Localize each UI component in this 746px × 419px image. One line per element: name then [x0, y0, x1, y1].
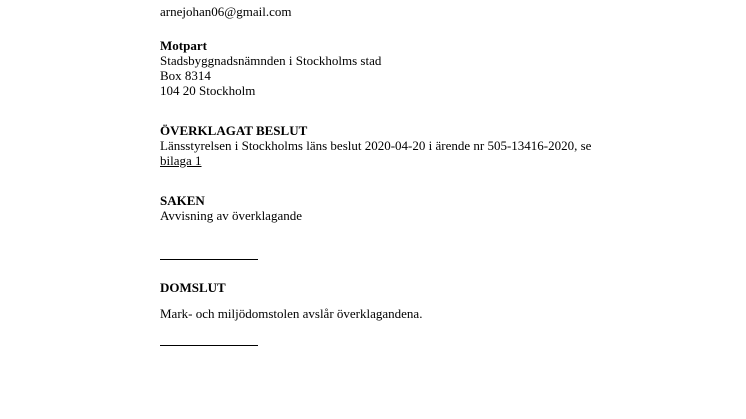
saken-heading: SAKEN [160, 193, 205, 208]
domslut-section [160, 280, 226, 295]
motpart-line-1: Stadsbyggnadsnämnden i Stockholms stad [160, 53, 382, 68]
motpart-section [160, 38, 381, 98]
divider-line [160, 259, 258, 260]
saken-section [160, 193, 302, 223]
saken-text: Avvisning av överklagande [160, 208, 302, 223]
motpart-heading: Motpart [160, 38, 207, 53]
divider-line [160, 345, 258, 346]
motpart-line-3: 104 20 Stockholm [160, 83, 256, 98]
email-address: arnejohan06@gmail.com [160, 4, 292, 19]
overklagat-beslut-heading: ÖVERKLAGAT BESLUT [160, 123, 308, 138]
motpart-line-2: Box 8314 [160, 68, 211, 83]
domslut-heading: DOMSLUT [160, 280, 226, 295]
overklagat-beslut-text: Länsstyrelsen i Stockholms läns beslut 2020-04-20 i ärende nr 505-13416-2020, se [160, 138, 592, 153]
domslut-text: Mark- och miljödomstolen avslår överklagandena. [160, 306, 423, 321]
overklagat-beslut-section [160, 123, 591, 168]
bilaga-link[interactable]: bilaga 1 [160, 153, 202, 168]
